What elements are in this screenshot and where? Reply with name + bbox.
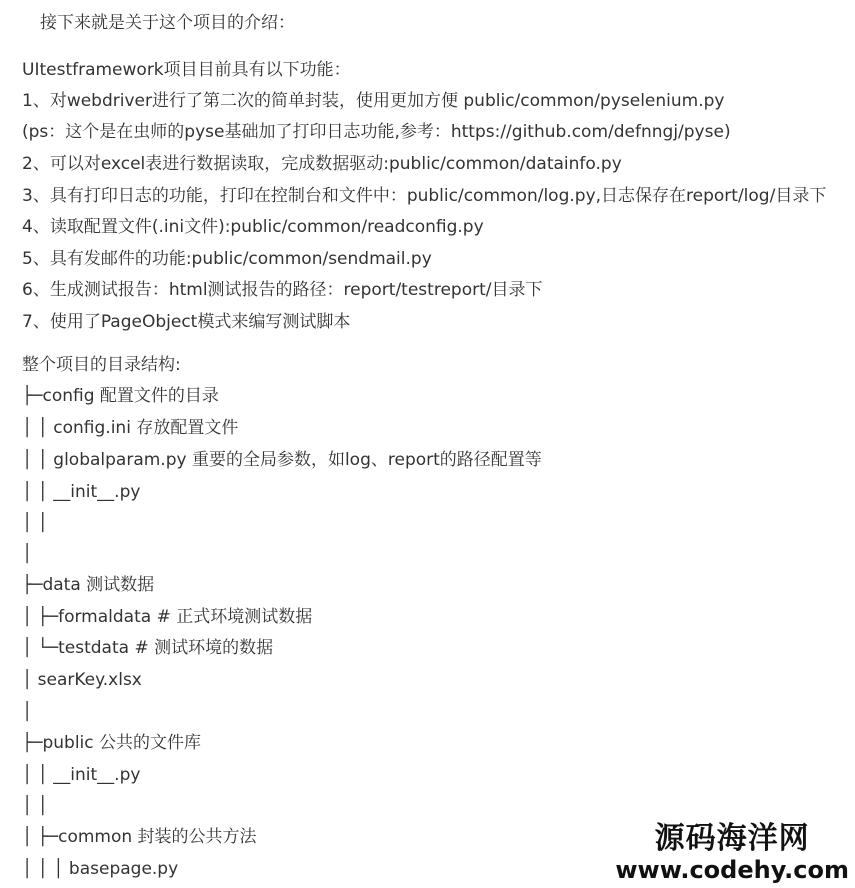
feature-line: 4、读取配置文件(.ini文件):public/common/readconfig.py [22, 217, 484, 237]
watermark [615, 822, 849, 884]
feature-line: 7、使用了PageObject模式来编写测试脚本 [22, 312, 351, 332]
feature-line: 1、对webdriver进行了第二次的简单封装，使用更加方便 public/common/pyselenium.py [22, 91, 725, 111]
watermark-title: 源码海洋网 [654, 821, 810, 856]
tree-line: │ searKey.xlsx [22, 670, 142, 690]
tree-line: ├─public 公共的文件库 [22, 733, 202, 753]
tree-line: │ │ [22, 513, 48, 533]
tree-line: ├─config 配置文件的目录 [22, 386, 219, 406]
tree-line: │ │ __init__.py [22, 482, 141, 502]
feature-line: 6、生成测试报告：html测试报告的路径：report/testreport/目录下 [22, 280, 543, 300]
tree-line: │ ├─formaldata # 正式环境测试数据 [22, 607, 313, 627]
tree-line: │ [22, 544, 33, 564]
feature-line: (ps：这个是在虫师的pyse基础加了打印日志功能,参考：https://github.com/defnngj/pyse) [22, 122, 731, 142]
feature-line: 3、具有打印日志的功能，打印在控制台和文件中：public/common/log.py,日志保存在report/log/目录下 [22, 186, 827, 206]
tree-line: │ │ │ basepage.py [22, 859, 179, 879]
feature-line: 2、可以对excel表进行数据读取，完成数据驱动:public/common/datainfo.py [22, 154, 622, 174]
tree-line: │ ├─common 封装的公共方法 [22, 827, 257, 847]
tree-line: │ │ [22, 796, 48, 816]
feature-line: 5、具有发邮件的功能:public/common/sendmail.py [22, 249, 432, 269]
watermark-url: www.codehy.com [615, 856, 849, 884]
intro-text: 接下来就是关于这个项目的介绍： [40, 13, 295, 33]
structure-title: 整个项目的目录结构: [22, 355, 181, 375]
tree-line: │ └─testdata # 测试环境的数据 [22, 638, 274, 658]
tree-line: │ │ globalparam.py 重要的全局参数，如log、report的路径配置等 [22, 450, 542, 470]
tree-line: ├─data 测试数据 [22, 575, 155, 595]
tree-line: │ [22, 702, 33, 722]
tree-line: │ │ __init__.py [22, 765, 141, 785]
tree-line: │ │ config.ini 存放配置文件 [22, 418, 239, 438]
features-title: UItestframework项目目前具有以下功能： [22, 60, 351, 80]
